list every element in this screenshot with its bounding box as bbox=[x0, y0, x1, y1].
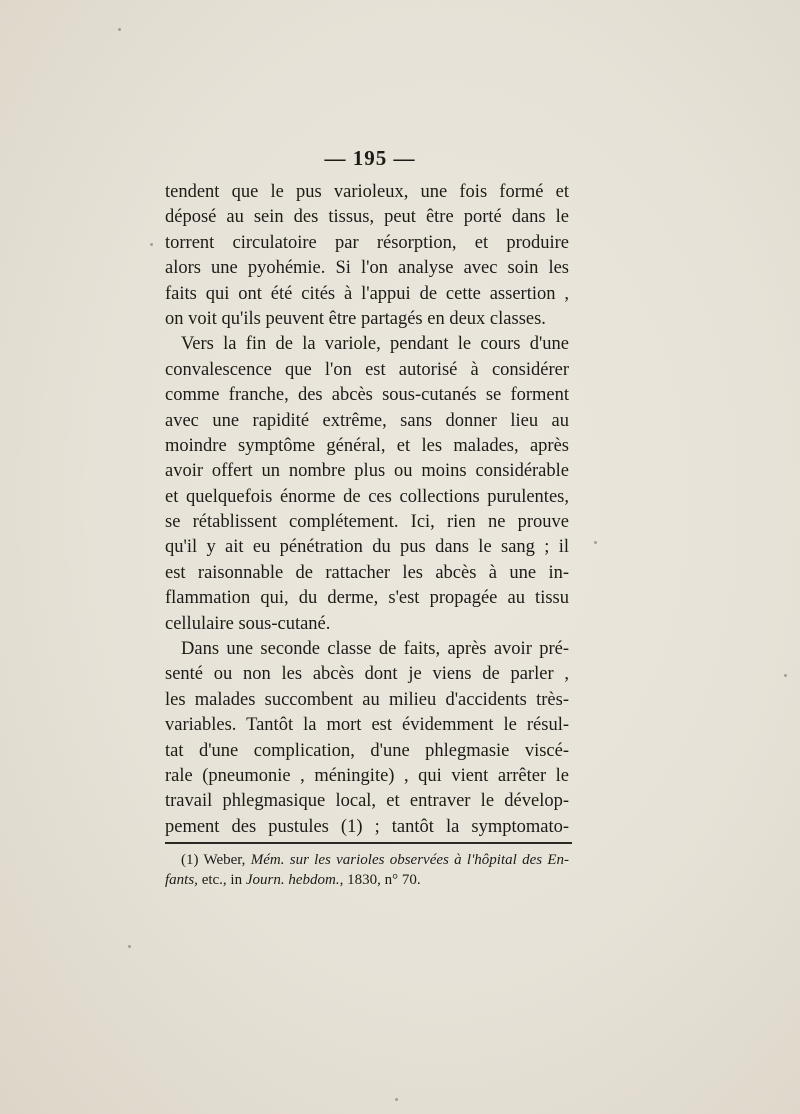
text-line: est raisonnable de rattacher les abcès à une in- bbox=[165, 562, 569, 583]
text-line: rale (pneumonie , méningite) , qui vient arrêter le bbox=[165, 765, 569, 786]
footnote bbox=[165, 850, 569, 890]
paper-speck bbox=[395, 1098, 398, 1101]
footnote-rest: 1830, n° 70. bbox=[347, 872, 421, 888]
footnote-author: Weber, bbox=[203, 852, 246, 868]
footnote-marker: (1) bbox=[181, 852, 199, 868]
footnote-rest: etc., in bbox=[201, 872, 243, 888]
text-line: pement des pustules (1) ; tantôt la symptomato- bbox=[165, 816, 569, 837]
text-line: flammation qui, du derme, s'est propagée au tissu bbox=[165, 588, 569, 609]
text-line: on voit qu'ils peuvent être partagés en deux classes. bbox=[165, 308, 546, 329]
text-line: cellulaire sous-cutané. bbox=[165, 613, 331, 634]
text-line: tat d'une complication, d'une phlegmasie viscé- bbox=[165, 740, 569, 761]
text-line: alors une pyohémie. Si l'on analyse avec soin les bbox=[165, 258, 569, 279]
text-line: se rétablissent complétement. Ici, rien ne prouve bbox=[165, 512, 569, 533]
text-line: torrent circulatoire par résorption, et produire bbox=[165, 232, 569, 253]
text-line: faits qui ont été cités à l'appui de cette assertion , bbox=[165, 283, 569, 304]
paper-speck bbox=[118, 28, 121, 31]
text-line: moindre symptôme général, et les malades, après bbox=[165, 435, 569, 456]
text-line: Dans une seconde classe de faits, après avoir pré- bbox=[181, 639, 569, 660]
text-line: convalescence que l'on est autorisé à considérer bbox=[165, 359, 569, 380]
body-text bbox=[165, 180, 569, 840]
text-line: avoir offert un nombre plus ou moins considérable bbox=[165, 461, 569, 482]
text-line: senté ou non les abcès dont je viens de parler , bbox=[165, 664, 569, 685]
paper-speck bbox=[784, 674, 787, 677]
text-line: variables. Tantôt la mort est évidemment le résul- bbox=[165, 715, 569, 736]
text-line: et quelquefois énorme de ces collections purulentes, bbox=[165, 486, 569, 507]
text-line: travail phlegmasique local, et entraver le dévelop- bbox=[165, 791, 569, 812]
page-number: — 195 — bbox=[324, 146, 416, 170]
footnote-title: Mém. sur les varioles observées à l'hôpital des En- bbox=[250, 852, 570, 868]
text-line: comme franche, des abcès sous-cutanés se forment bbox=[165, 385, 569, 406]
text-line: Vers la fin de la variole, pendant le cours d'une bbox=[181, 334, 569, 355]
text-line: les malades succombent au milieu d'accidents très- bbox=[165, 689, 569, 710]
text-line: tendent que le pus varioleux, une fois formé et bbox=[165, 182, 569, 202]
footnote-line bbox=[165, 850, 569, 870]
text-line: avec une rapidité extrême, sans donner lieu au bbox=[165, 410, 569, 431]
footnote-rule bbox=[165, 842, 572, 844]
paper-speck bbox=[594, 541, 597, 544]
text-line: déposé au sein des tissus, peut être porté dans le bbox=[165, 207, 569, 228]
footnote-line bbox=[165, 870, 569, 890]
paper-speck bbox=[150, 243, 153, 246]
text-line: qu'il y ait eu pénétration du pus dans le sang ; il bbox=[165, 537, 569, 558]
footnote-journal: Journ. hebdom., bbox=[245, 872, 344, 888]
paper-speck bbox=[128, 945, 131, 948]
footnote-title-cont: fants, bbox=[165, 872, 198, 888]
